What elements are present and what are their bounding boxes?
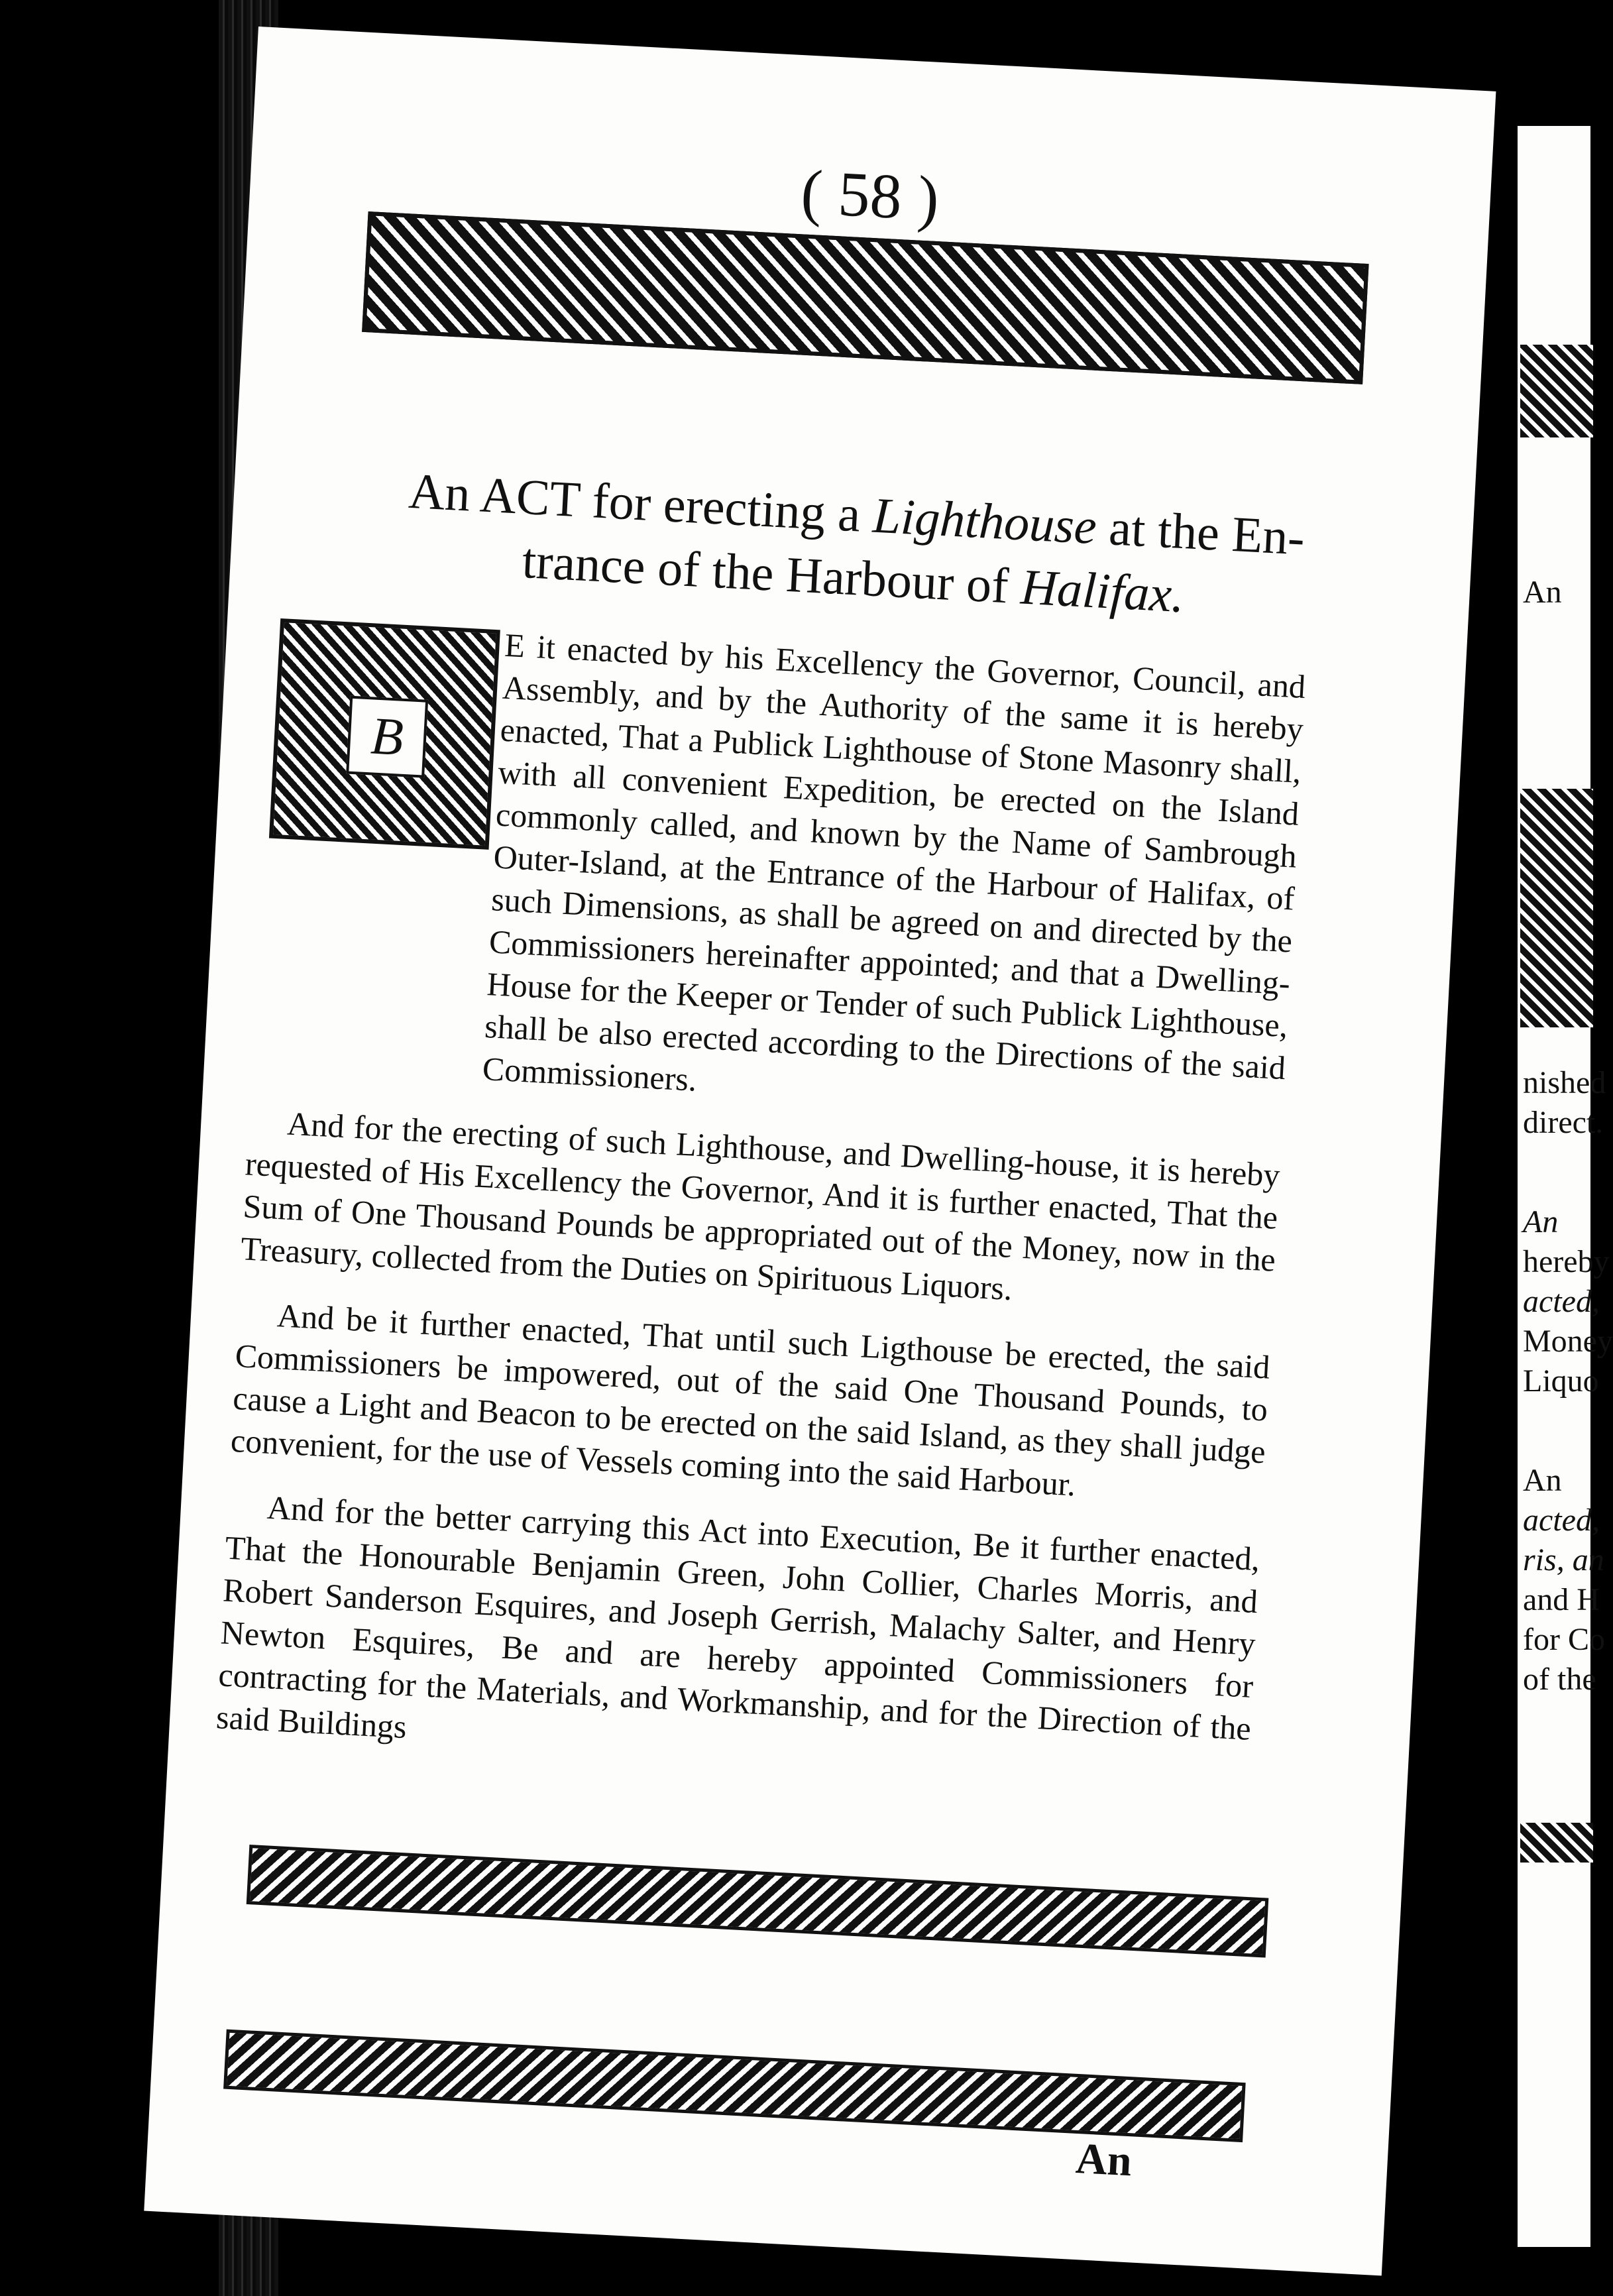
document-page bbox=[144, 27, 1496, 2275]
facing-fragment: Liquo bbox=[1523, 1363, 1599, 1399]
facing-fragment: nished bbox=[1523, 1065, 1606, 1100]
title-line-1-end: at the En- bbox=[1095, 499, 1306, 566]
facing-fragment: of the bbox=[1523, 1662, 1596, 1697]
facing-fragment: acted, bbox=[1523, 1284, 1600, 1319]
facing-fragment: direct. bbox=[1523, 1105, 1604, 1140]
facing-headband-ornament bbox=[1520, 345, 1593, 437]
facing-fragment: for Co bbox=[1523, 1622, 1605, 1657]
facing-fragment: Money bbox=[1523, 1324, 1613, 1359]
footband-ornament bbox=[247, 1845, 1269, 1957]
facing-page bbox=[1518, 126, 1613, 2247]
catchword: An bbox=[1074, 2134, 1133, 2186]
facing-fragment: An bbox=[1523, 1204, 1559, 1239]
act-title bbox=[335, 455, 1374, 636]
facing-fragment: hereby bbox=[1523, 1244, 1610, 1279]
title-halifax-italic: Halifax. bbox=[1019, 559, 1186, 624]
facing-initial-ornament bbox=[1520, 789, 1593, 1027]
facing-footband-ornament bbox=[1520, 1823, 1593, 1863]
facing-fragment: acted, bbox=[1523, 1503, 1600, 1538]
initial-letter: B bbox=[346, 696, 428, 778]
footband-ornament bbox=[223, 2030, 1246, 2142]
paragraph-funding: And for the erecting of such Lighthouse, and Dwelling-house, it is hereby requested of His Excellency the Governor, And it is further enacted, That the Sum of One Thousand Pounds be appropriated out of the Money, now in the Treasury, collected from the Duties on Spirituous Liquors. bbox=[240, 1104, 1281, 1308]
facing-fragment: An bbox=[1523, 1463, 1562, 1498]
paragraph-commissioners: And for the better carrying this Act into Execution, Be it further enacted, That the Honourable Benjamin Green, John Collier, Charles Morris, and Robert Sanderson Esquires, and Joseph Gerrish, Malachy Salter, and Henry Newton Esquires, Be and are hereby appointed Commissioners for contracting for the Materials, and Workmanship, and for the Direction of the said Buildings bbox=[215, 1488, 1261, 1747]
title-line-2-text: trance of the Harbour of bbox=[521, 533, 1023, 615]
title-lighthouse-italic: Lighthouse bbox=[871, 487, 1098, 555]
facing-fragment: An bbox=[1523, 575, 1562, 610]
act-body bbox=[214, 611, 1307, 1814]
facing-fragment: and H bbox=[1523, 1582, 1600, 1617]
page-number: ( 58 ) bbox=[799, 156, 941, 235]
paragraph-temporary-light: And be it further enacted, That until such Ligthouse be erected, the said Commissioners be impowered, out of the said One Thousand Pounds, to cause a Light and Beacon to be erected on the said Island, as they shall judge convenient, for the use of Vessels coming into the said Harbour. bbox=[229, 1296, 1271, 1503]
title-line-1-text: An ACT for erecting a bbox=[407, 463, 875, 544]
paragraph-enacting-clause: E it enacted by his Excellency the Governor, Council, and Assembly, and by the Authority of the same it is hereby enacted, That a Publick Lighthouse of Stone Masonry shall, with all convenient Expedition, be erected on the Island commonly called, and known by the Name of Sambrough Outer-Island, at the Entrance of the Harbour of Halifax, of such Dimensions, as shall be agreed on and directed by the Commissioners hereinafter appointed; and that a Dwelling-House for the Keeper or Tender of such Publick Lighthouse, shall be also erected according to the Directions of the said Commissioners. bbox=[481, 626, 1307, 1098]
facing-fragment: ris, an bbox=[1523, 1542, 1604, 1578]
